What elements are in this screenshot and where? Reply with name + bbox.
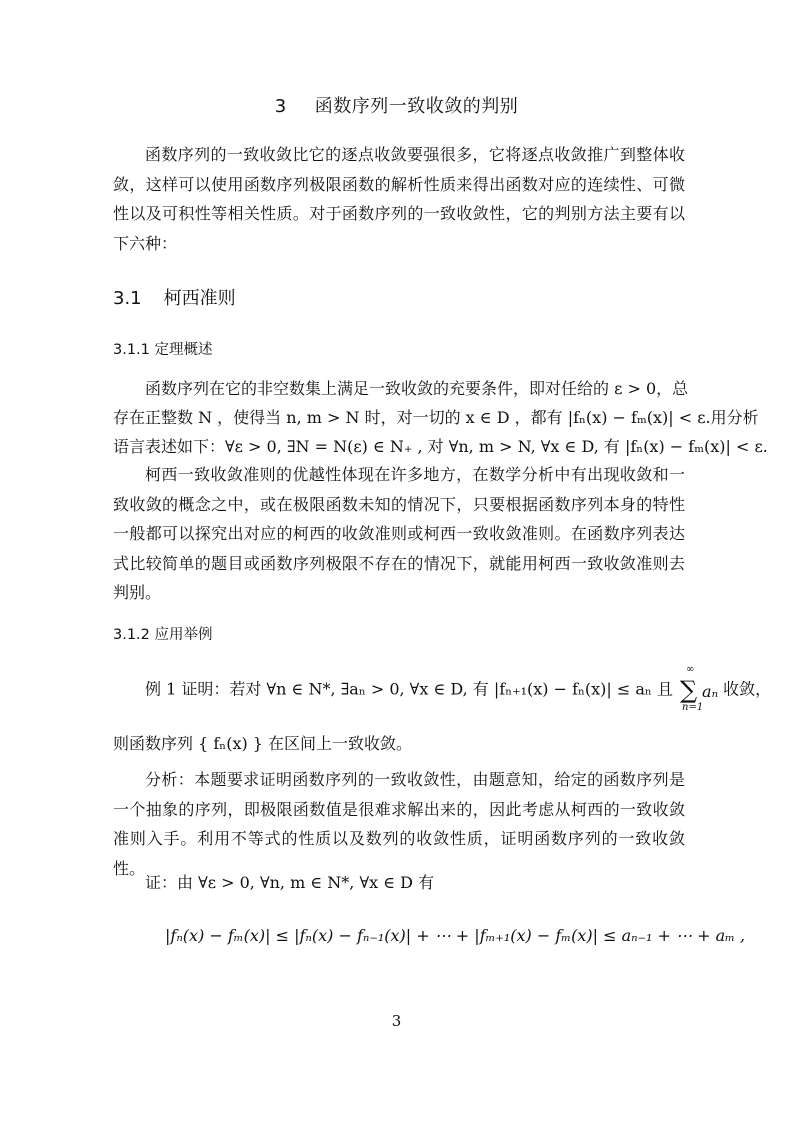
example-prefix: 证明：若对 ∀n ∈ N*, ∃aₙ > 0, ∀x ∈ D, 有 |fₙ₊₁(x) − fₙ(x)| ≤ aₙ 且 — [181, 679, 673, 699]
theorem-line-1: 函数序列在它的非空数集上满足一致收敛的充要条件，即对任给的 ε > 0，总 — [145, 379, 689, 398]
advantage-paragraph: 柯西一致收敛准则的优越性体现在许多地方，在数学分析中有出现收敛和一致收敛的概念之中，或在极限函数未知的情况下，只要根据函数序列本身的特性一般都可以探究出对应的柯西的收敛准则或柯西一致收敛准则。在函数序列表达式比较简单的题目或函数序列极限不存在的情况下，就能用柯西一致收敛准则去判别。 — [113, 465, 685, 602]
chapter-number: 3 — [274, 96, 287, 117]
proof-formula: |fₙ(x) − fₘ(x)| ≤ |fₙ(x) − fₙ₋₁(x)| + ⋯ + |fₘ₊₁(x) − fₘ(x)| ≤ aₙ₋₁ + ⋯ + aₘ , — [165, 926, 746, 945]
subsection-1-title: 定理概述 — [154, 342, 213, 358]
theorem-line-3: 语言表述如下：∀ε > 0, ∃N = N(ε) ∈ N₊ , 对 ∀n, m > N, ∀x ∈ D, 有 |fₙ(x) − fₘ(x)| < ε. — [113, 437, 768, 456]
section-heading — [113, 284, 236, 310]
subsection-2-title: 应用举例 — [154, 627, 213, 643]
analysis-paragraph: 分析：本题要求证明函数序列的一致收敛性，由题意知，给定的函数序列是一个抽象的序列，即极限函数值是很难求解出来的，因此考虑从柯西的一致收敛准则入手。利用不等式的性质以及数列的收敛性质，证明函数序列的一致收敛性。 — [113, 770, 685, 878]
summation-term: aₙ — [702, 682, 719, 701]
intro-paragraph: 函数序列的一致收敛比它的逐点收敛要强很多，它将逐点收敛推广到整体收敛，这样可以使用函数序列极限函数的解析性质来得出函数对应的连续性、可微性以及可积性等相关性质。对于函数序列的一致收敛性，它的判别方法主要有以下六种： — [113, 145, 685, 253]
subsection-1-number: 3.1.1 — [113, 342, 150, 358]
example-suffix: 收敛， — [723, 679, 772, 699]
example-label: 例 1 — [145, 679, 177, 699]
section-title: 柯西准则 — [163, 288, 236, 309]
subsection-2-number: 3.1.2 — [113, 627, 150, 643]
summation-upper: ∞ — [686, 664, 695, 675]
chapter-title-text: 函数序列一致收敛的判别 — [314, 96, 519, 117]
section-number: 3.1 — [113, 288, 142, 309]
subsection-heading-2 — [113, 623, 213, 644]
example-line-1 — [145, 664, 772, 713]
example-line-2: 则函数序列 { fₙ(x) } 在区间上一致收敛。 — [113, 734, 413, 753]
proof-intro: 证：由 ∀ε > 0, ∀n, m ∈ N*, ∀x ∈ D 有 — [145, 873, 435, 892]
theorem-line-2: 存在正整数 N ，使得当 n, m > N 时，对一切的 x ∈ D ，都有 |fₙ(x) − fₘ(x)| < ε.用分析 — [113, 408, 759, 427]
page-number: 3 — [391, 1012, 402, 1030]
summation-sigma: ∑ — [680, 676, 698, 704]
summation-lower: n=1 — [682, 702, 704, 713]
chapter-title — [0, 92, 793, 118]
summation — [678, 664, 719, 713]
subsection-heading-1 — [113, 338, 213, 359]
